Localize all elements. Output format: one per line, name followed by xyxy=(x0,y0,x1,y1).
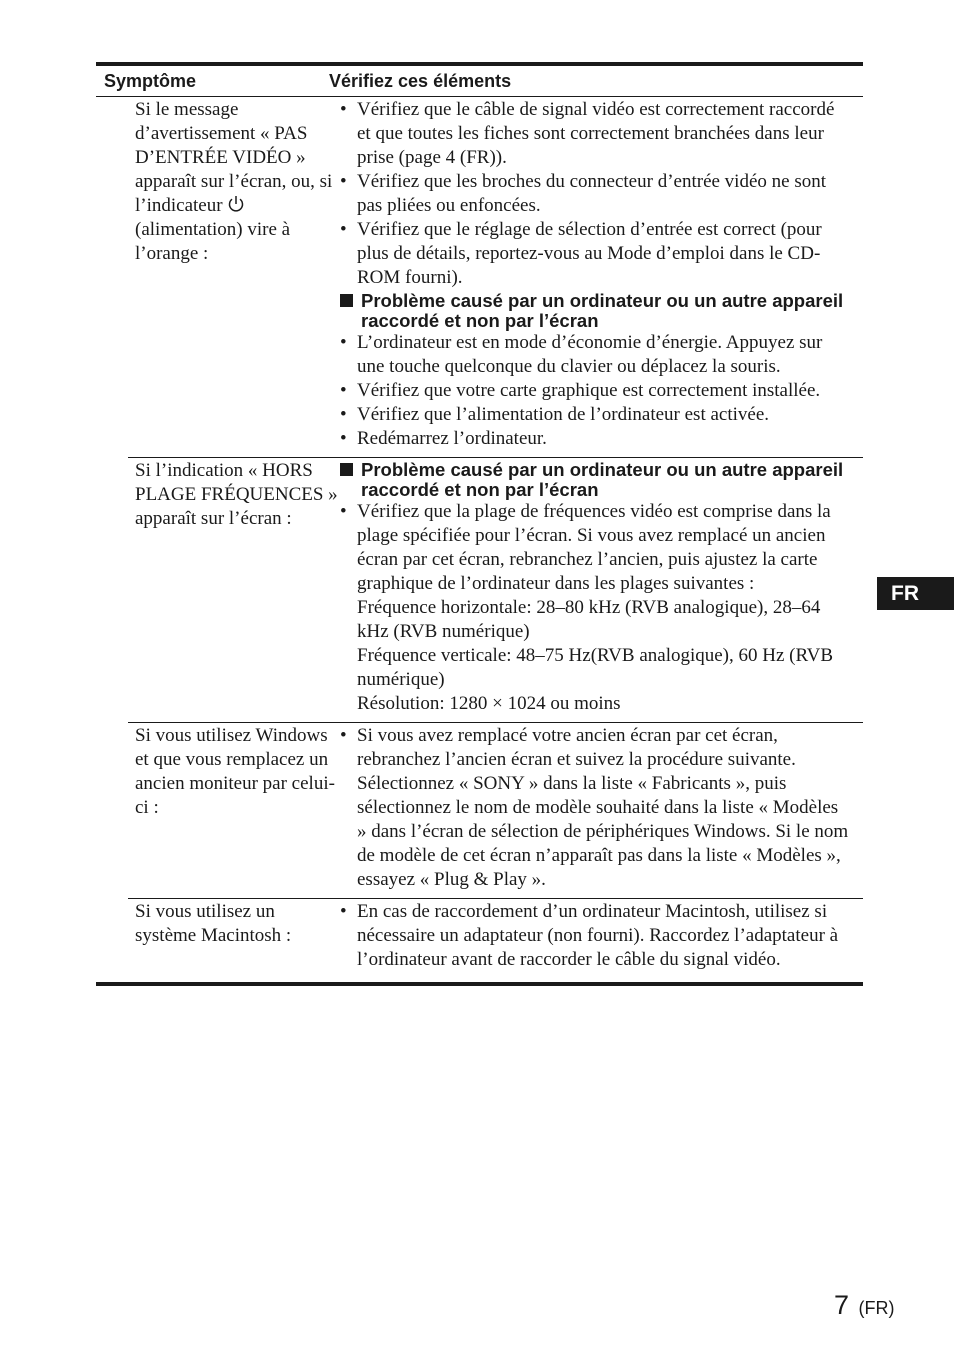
check-cell xyxy=(340,899,863,978)
troubleshooting-table xyxy=(96,62,863,986)
list-item: • En cas de raccordement d’un ordinateur Macintosh, utilisez si nécessaire un adaptateur (non fourni). Raccordez l’adaptateur à l’ordinateur avant de raccorder le câble du signal vidéo. xyxy=(340,900,849,972)
subheading: Problème causé par un ordinateur ou un autre appareil raccordé et non par l’écran xyxy=(340,460,849,500)
table-row xyxy=(128,458,863,723)
symptom-cell xyxy=(128,97,340,457)
symptom-text: Si le message d’avertissement « PAS D’ENTRÉE VIDÉO » apparaît sur l’écran, ou, si l’indicateur xyxy=(135,99,333,216)
table-row xyxy=(128,723,863,899)
header-symptom: Symptôme xyxy=(104,70,197,91)
list-item: • Vérifiez que le réglage de sélection d’entrée est correct (pour plus de détails, reportez-vous au Mode d’emploi dans le CD-ROM fourni). xyxy=(340,218,849,290)
page-number xyxy=(834,1290,894,1321)
list-item: • L’ordinateur est en mode d’économie d’énergie. Appuyez sur une touche quelconque du clavier ou déplacez la souris. xyxy=(340,331,849,379)
frequency-horizontal: Fréquence horizontale: 28–80 kHz (RVB analogique), 28–64 kHz (RVB numérique) xyxy=(357,597,821,642)
check-cell xyxy=(340,723,863,898)
list-item: • Si vous avez remplacé votre ancien écran par cet écran, rebranchez l’ancien écran et suivez la procédure suivante. Sélectionnez « SONY » dans la liste « Fabricants », puis sélectionnez le nom de modèle souhaité dans la liste « Modèles » dans l’écran de sélection de périphériques Windows. Si le nom de modèle de cet écran n’apparaît pas dans la liste « Modèles », essayez « Plug & Play ». xyxy=(340,724,849,892)
list-item: • Vérifiez que les broches du connecteur d’entrée vidéo ne sont pas pliées ou enfoncées. xyxy=(340,170,849,218)
list-item: • Redémarrez l’ordinateur. xyxy=(340,427,849,451)
table-header xyxy=(96,66,863,97)
square-bullet-icon xyxy=(340,294,353,307)
check-cell xyxy=(340,97,863,457)
list-item: • Vérifiez que votre carte graphique est correctement installée. xyxy=(340,379,849,403)
list-item: • Vérifiez que la plage de fréquences vidéo est comprise dans la plage spécifiée pour l’écran. Si vous avez remplacé un ancien écran par cet écran, rebranchez l’ancien, puis ajustez la carte graphique de l’ordinateur dans les plages suivantes : xyxy=(340,500,849,596)
check-cell xyxy=(340,458,863,722)
table-row xyxy=(128,97,863,458)
frequency-vertical: Fréquence verticale: 48–75 Hz(RVB analogique), 60 Hz (RVB numérique) xyxy=(357,645,834,690)
symptom-cell: Si l’indication « HORS PLAGE FRÉQUENCES » apparaît sur l’écran : xyxy=(135,460,338,529)
square-bullet-icon xyxy=(340,463,353,476)
list-item: • Vérifiez que l’alimentation de l’ordinateur est activée. xyxy=(340,403,849,427)
symptom-text-cont: (alimentation) vire à l’orange : xyxy=(135,219,291,264)
subheading: Problème causé par un ordinateur ou un autre appareil raccordé et non par l’écran xyxy=(340,291,849,331)
language-tab: FR xyxy=(877,577,954,610)
page-number-suffix: (FR) xyxy=(858,1298,895,1318)
symptom-cell: Si vous utilisez Windows et que vous remplacez un ancien moniteur par celui-ci : xyxy=(135,725,335,818)
header-check: Vérifiez ces éléments xyxy=(329,70,512,91)
page-number-value: 7 xyxy=(834,1290,850,1320)
list-item: • Vérifiez que le câble de signal vidéo est correctement raccordé et que toutes les fiches sont correctement branchées dans leur prise (page 4 (FR)). xyxy=(340,98,849,170)
power-icon xyxy=(227,195,245,213)
table-bottom-rule xyxy=(96,982,863,986)
symptom-cell: Si vous utilisez un système Macintosh : xyxy=(135,901,292,946)
table-row xyxy=(128,899,863,978)
resolution: Résolution: 1280 × 1024 ou moins xyxy=(357,693,621,714)
